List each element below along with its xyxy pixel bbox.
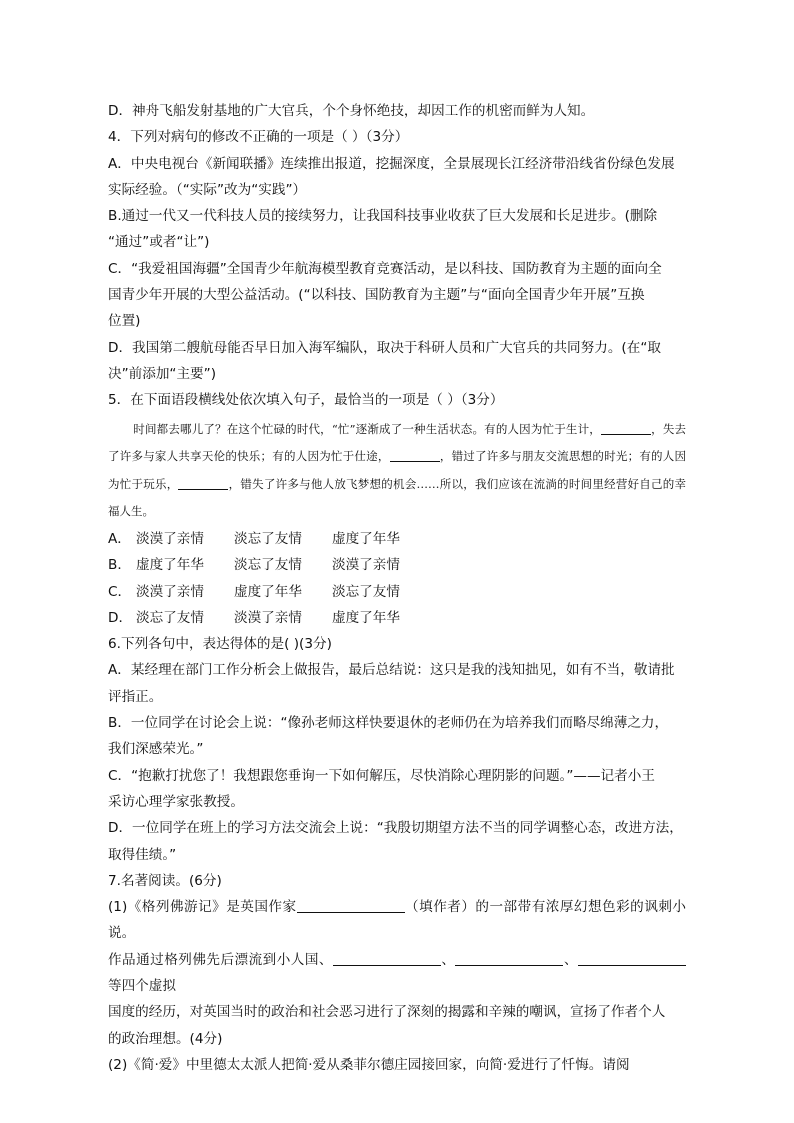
q5-stem: 5．在下面语段横线处依次填入句子，最恰当的一项是（ ）（3分） <box>108 392 504 409</box>
q4-option-b <box>108 203 686 256</box>
option-phrase: 淡忘了友情 <box>234 557 302 574</box>
passage-text-4: ，错过了许 <box>439 449 499 464</box>
q7-part1-line4: 的政治理想。(4分) <box>108 1030 223 1047</box>
q6-option-c <box>108 763 686 816</box>
passage-text-3: ，失去了许多与家人共享天伦的快乐；有的人因为忙于仕途， <box>108 421 687 464</box>
q6-option-a-line2: 评指正。 <box>108 688 163 705</box>
q4-option-d-line2: 决”前添加“主要”) <box>108 365 216 382</box>
q7-part1-line1 <box>108 894 686 947</box>
exam-page <box>108 98 686 1078</box>
q7-text: 作品通过格列佛先后漂流到小人国、 <box>108 951 333 968</box>
passage-text-6: ，错失了许多与他人放飞梦想的机 <box>228 476 405 491</box>
option-phrase: 淡忘了友情 <box>332 583 400 600</box>
passage-text-5: 多与朋友交流思想的时光；有的人因为忙于玩乐， <box>108 449 687 491</box>
q6-option-d-line1: D．一位同学在班上的学习方法交流会上说：“我殷切期望方法不当的同学调整心态，改进方法， <box>108 820 683 837</box>
q3-option-d: D．神舟飞船发射基地的广大官兵，个个身怀绝技，却因工作的机密而鲜为人知。 <box>108 103 595 119</box>
option-phrase: 虚度了年华 <box>332 530 400 547</box>
q7-text: （填作者）的一部带有浓厚幻想色彩的讽刺小说。 <box>108 899 686 942</box>
q4-option-a <box>108 151 686 204</box>
q4-option-a-line1: A．中央电视台《新闻联播》连续推出报道，挖掘深度，全景展现长江经济带沿线省份绿色发展 <box>108 155 675 172</box>
option-phrase: 淡漠了亲情 <box>136 530 204 547</box>
q7-stem: 7.名著阅读。(6分) <box>108 872 222 889</box>
q6-option-a <box>108 657 686 710</box>
q6-option-b-line1: B．一位同学在讨论会上说：“像孙老师这样快要退休的老师仍在为培养我们而略尽绵薄之力， <box>108 715 669 732</box>
q4-option-b-line2: “通过”或者“让”) <box>108 234 210 251</box>
q7-text: 、 <box>563 951 579 968</box>
option-phrase: 淡忘了友情 <box>136 609 204 626</box>
q7-text: 、 <box>440 951 456 968</box>
country-blank-2[interactable] <box>455 951 563 966</box>
option-phrase: 淡漠了亲情 <box>234 609 302 626</box>
q6-option-b <box>108 710 686 763</box>
q5-option-c <box>108 579 686 605</box>
passage-text-2: 计， <box>577 421 601 436</box>
q6-option-d <box>108 815 686 868</box>
q4-stem: 4．下列对病句的修改不正确的一项是（ ）（3分） <box>108 129 409 146</box>
q4-option-d <box>108 335 686 388</box>
passage-blank-3[interactable] <box>178 475 228 490</box>
q7-part1-line2 <box>108 947 686 1000</box>
q4-option-c <box>108 256 686 335</box>
q7-part1-line3: 国度的经历，对英国当时的政治和社会恶习进行了深刻的揭露和辛辣的嘲讽，宣扬了作者个人 <box>108 1004 666 1021</box>
q6-option-b-line2: 我们深感荣光。” <box>108 741 204 758</box>
q5-option-b <box>108 552 686 578</box>
q5-passage <box>108 416 686 526</box>
passage-text-1: 时间都去哪儿了？在这个忙碌的时代，“忙”逐渐成了一种生活状态。有的人因为忙于生 <box>133 421 578 436</box>
q6-stem: 6.下列各句中，表达得体的是( )(3分) <box>108 636 332 653</box>
option-phrase: 虚度了年华 <box>332 609 400 626</box>
country-blank-1[interactable] <box>333 951 441 966</box>
country-blank-3[interactable] <box>578 951 686 966</box>
passage-blank-2[interactable] <box>390 447 440 462</box>
q4-option-c-line1: C．“我爱祖国海疆”全国青少年航海模型教育竞赛活动，是以科技、国防教育为主题的面向全 <box>108 260 662 277</box>
option-letter: A． <box>108 530 131 547</box>
q6-option-c-line2: 采访心理学家张教授。 <box>108 793 244 810</box>
q6-option-d-line2: 取得佳绩。” <box>108 846 177 863</box>
option-letter: C． <box>108 583 132 600</box>
passage-text-7: 会……所以，我们应该在流淌的时间里经营好自己的幸福人生。 <box>108 476 687 519</box>
q6-option-c-line1: C．“抱歉打扰您了！我想跟您垂询一下如何解压，尽快消除心理阴影的问题。”——记者小王 <box>108 767 655 784</box>
q4-option-c-line2: 国青少年开展的大型公益活动。(“以科技、国防教育为主题”与“面向全国青少年开展”互换 <box>108 287 645 304</box>
q4-option-c-line3: 位置) <box>108 313 141 330</box>
q5-option-a <box>108 526 686 552</box>
option-letter: D． <box>108 609 133 626</box>
passage-blank-1[interactable] <box>601 420 651 435</box>
q5-option-d <box>108 605 686 631</box>
q7-part2: (2)《简·爱》中里德太太派人把简·爱从桑菲尔德庄园接回家，向简·爱进行了忏悔。请阅 <box>108 1056 630 1073</box>
q6-option-a-line1: A．某经理在部门工作分析会上做报告，最后总结说：这只是我的浅知拙见，如有不当，敬请批 <box>108 662 675 679</box>
option-phrase: 虚度了年华 <box>234 583 302 600</box>
q4-option-a-line2: 实际经验。（“实际”改为“实践”） <box>108 181 307 198</box>
q4-option-b-line1: B.通过一代又一代科技人员的接续努力，让我国科技事业收获了巨大发展和长足进步。(删除 <box>108 208 658 225</box>
option-phrase: 淡漠了亲情 <box>136 583 204 600</box>
option-letter: B． <box>108 557 131 574</box>
option-phrase: 淡漠了亲情 <box>332 557 400 574</box>
q7-text: 等四个虚拟 <box>108 977 176 994</box>
option-phrase: 淡忘了友情 <box>234 530 302 547</box>
q7-part1 <box>108 894 686 1052</box>
q5-options <box>108 526 686 631</box>
option-phrase: 虚度了年华 <box>136 557 204 574</box>
q4-option-d-line1: D．我国第二艘航母能否早日加入海军编队，取决于科研人员和广大官兵的共同努力。(在“取 <box>108 339 661 356</box>
q7-text: (1)《格列佛游记》是英国作家 <box>108 899 297 916</box>
author-blank[interactable] <box>297 898 405 913</box>
